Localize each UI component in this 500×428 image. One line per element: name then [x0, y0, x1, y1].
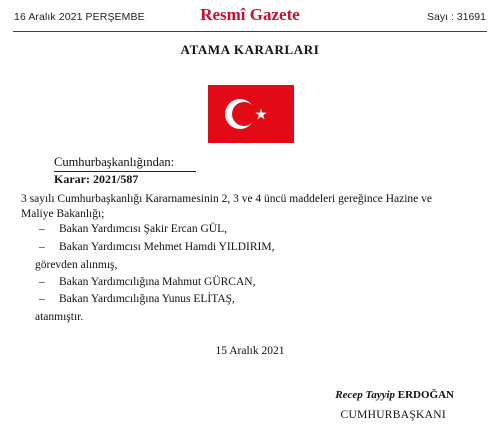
issuing-authority: Cumhurbaşkanlığından:	[54, 155, 175, 169]
header-divider	[13, 31, 487, 32]
list-item	[39, 241, 275, 253]
removed-official-1: Bakan Yardımcısı Şakir Ercan GÜL,	[59, 223, 227, 235]
turkish-flag-icon	[208, 85, 294, 143]
appointed-official-2: Bakan Yardımcılığına Yunus ELİTAŞ,	[59, 293, 235, 305]
header-date: 16 Aralık 2021 PERŞEMBE	[14, 11, 145, 23]
removed-official-2: Bakan Yardımcısı Mehmet Hamdi YILDIRIM,	[59, 241, 275, 253]
issue-number: Sayı : 31691	[427, 11, 486, 23]
crescent-inner	[232, 102, 256, 126]
signer-title: CUMHURBAŞKANI	[340, 409, 446, 421]
dash-bullet: –	[39, 276, 45, 288]
signature-date: 15 Aralık 2021	[215, 345, 285, 357]
dash-bullet: –	[39, 223, 45, 235]
removed-suffix: görevden alınmış,	[35, 259, 118, 271]
section-title: ATAMA KARARLARI	[180, 42, 320, 57]
decision-number: Karar: 2021/587	[54, 172, 139, 186]
signer-name	[335, 389, 454, 401]
gazette-title: Resmî Gazete	[200, 5, 300, 24]
appointed-suffix: atanmıştır.	[35, 311, 84, 323]
signer-surname: ERDOĞAN	[397, 389, 454, 401]
dash-bullet: –	[39, 293, 45, 305]
list-item	[39, 223, 227, 235]
body-line-2: Maliye Bakanlığı;	[21, 208, 105, 220]
gazette-header	[0, 0, 500, 34]
body-line-1: 3 sayılı Cumhurbaşkanlığı Kararnamesinin 2, 3 ve 4 üncü maddeleri gereğince Hazine ve	[21, 193, 432, 205]
signer-given-names: Recep Tayyip	[335, 389, 398, 401]
list-item	[39, 276, 255, 288]
list-item	[39, 293, 235, 305]
appointed-official-1: Bakan Yardımcılığına Mahmut GÜRCAN,	[59, 276, 256, 288]
dash-bullet: –	[39, 241, 45, 253]
